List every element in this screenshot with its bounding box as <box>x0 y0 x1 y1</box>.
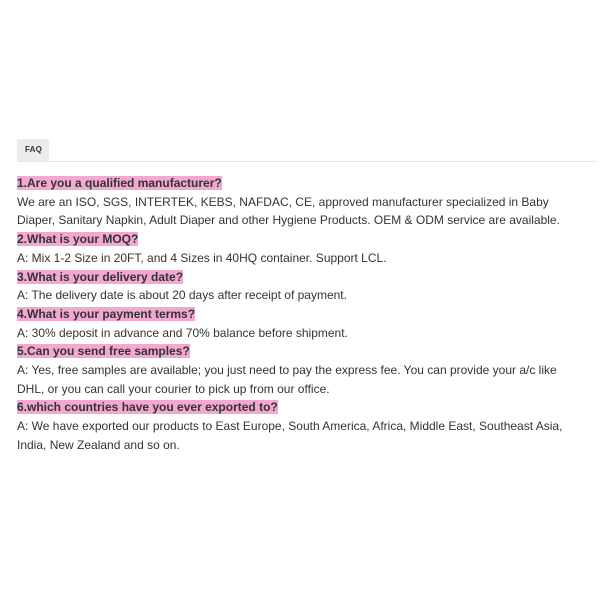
tab-faq[interactable]: FAQ <box>17 139 49 161</box>
faq-item-1 <box>17 174 587 230</box>
faq-answer-2: A: Mix 1-2 Size in 20FT, and 4 Sizes in 40HQ container. Support LCL. <box>17 250 387 265</box>
faq-answer-6: A: We have exported our products to East Europe, South America, Africa, Middle East, Southeast Asia, India, New Zealand and so on. <box>17 419 563 452</box>
faq-item-6 <box>17 398 587 454</box>
faq-section <box>17 139 597 455</box>
faq-question-1: 1.Are you a qualified manufacturer? <box>17 176 222 190</box>
faq-item-3 <box>17 268 587 305</box>
faq-answer-3: A: The delivery date is about 20 days after receipt of payment. <box>17 288 347 303</box>
faq-item-2 <box>17 230 587 267</box>
faq-content <box>17 162 587 455</box>
faq-item-4 <box>17 305 587 342</box>
faq-item-5 <box>17 342 587 398</box>
tab-bar <box>17 139 597 162</box>
faq-answer-5: A: Yes, free samples are available; you just need to pay the express fee. You can provide your a/c like DHL, or you can call your courier to pick up from our office. <box>17 363 557 396</box>
faq-question-6: 6.which countries have you ever exported to? <box>17 400 278 415</box>
faq-question-2: 2.What is your MOQ? <box>17 232 139 247</box>
faq-question-5: 5.Can you send free samples? <box>17 344 190 359</box>
faq-question-4: 4.What is your payment terms? <box>17 306 196 321</box>
faq-answer-4: A: 30% deposit in advance and 70% balance before shipment. <box>17 325 348 340</box>
faq-answer-1: We are an ISO, SGS, INTERTEK, KEBS, NAFDAC, CE, approved manufacturer specialized in Baby Diaper, Sanitary Napkin, Adult Diaper and other Hygiene Products. OEM & ODM service are available. <box>17 194 560 228</box>
faq-question-3: 3.What is your delivery date? <box>17 269 184 284</box>
